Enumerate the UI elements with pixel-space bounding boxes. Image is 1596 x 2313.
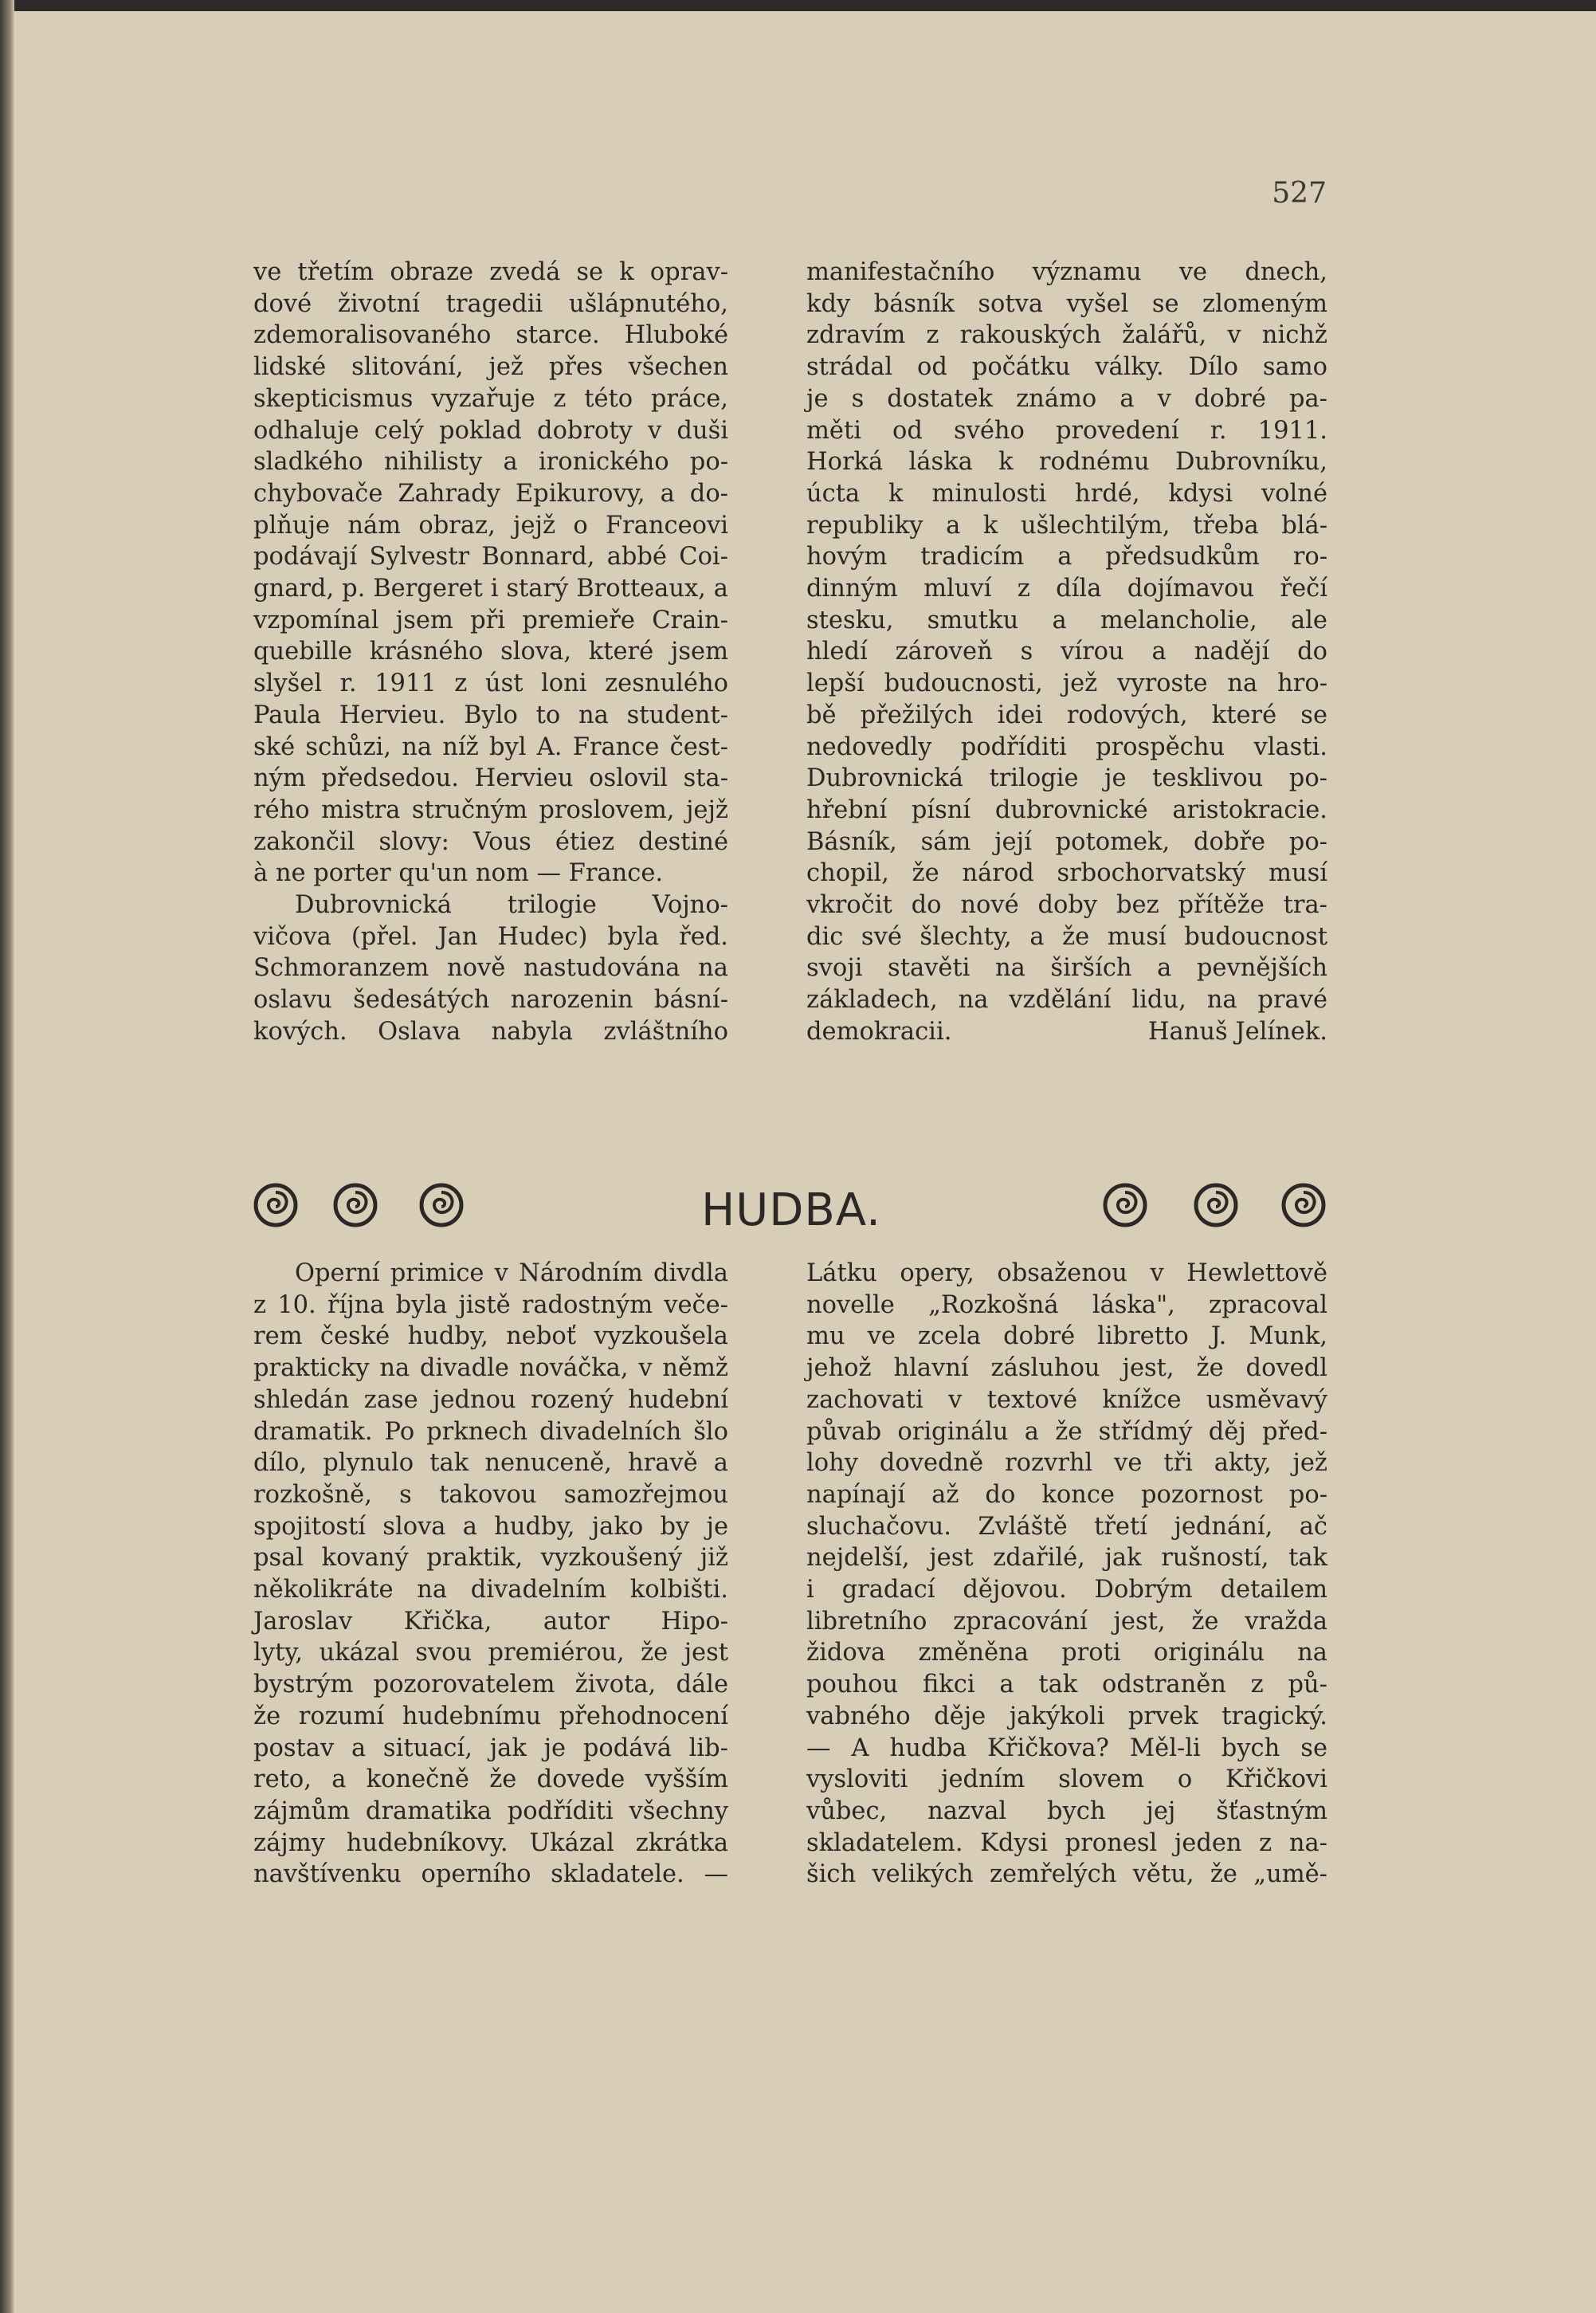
text-line: vysloviti jedním slovem o Křičkovi — [806, 1765, 1327, 1794]
text-line: sladkého nihilisty a ironického po- — [253, 448, 728, 477]
text-line: podávají Sylvestr Bonnard, abbé Coi- — [253, 543, 728, 571]
text-line: vkročit do nové doby bez přítěže tra- — [806, 891, 1327, 920]
text-line: ve třetím obraze zvedá se k oprav- — [253, 258, 728, 286]
top-left-column — [253, 257, 728, 1048]
text-line: hřební písní dubrovnické aristokracie. — [806, 795, 1327, 824]
text-line: Paula Hervieu. Bylo to na student- — [253, 701, 728, 729]
text-line: vabného děje jakýkoli prvek tragický. — [806, 1702, 1327, 1730]
text-line: zdemoralisovaného starce. Hluboké — [253, 321, 728, 350]
text-line: půvab originálu a že střídmý děj před- — [806, 1417, 1327, 1446]
text-line: Básník, sám její potomek, dobře po- — [806, 827, 1327, 856]
section-heading: HUDBA. — [701, 1184, 881, 1236]
text-line: dramatik. Po prknech divadelních šlo — [253, 1417, 728, 1446]
text-line: svoji stavěti na širších a pevnějších — [806, 954, 1327, 983]
text-line: oslavu šedesátých narozenin básní- — [253, 986, 728, 1015]
text-line: manifestačního významu ve dnech, — [806, 258, 1327, 286]
text-line: chybovače Zahrady Epikurovy, a do- — [253, 479, 728, 508]
text-line: rého mistra stručným proslovem, jejž — [253, 795, 728, 824]
text-line: Horká láska k rodnému Dubrovníku, — [806, 448, 1327, 477]
text-line: lohy dovedně rozvrhl ve tři akty, jež — [806, 1449, 1327, 1478]
text-line: Jaroslav Křička, autor Hipo- — [253, 1607, 728, 1636]
text-line: shledán zase jednou rozený hudební — [253, 1385, 728, 1414]
text-line: republiky a k ušlechtilým, třeba blá- — [806, 511, 1327, 540]
text-line: Schmoranzem nově nastudována na — [253, 954, 728, 983]
text-line: slyšel r. 1911 z úst loni zesnulého — [253, 670, 728, 698]
text-line: chopil, že národ srbochorvatský musí — [806, 859, 1327, 888]
text-line: hledí zároveň s vírou a nadějí do — [806, 638, 1327, 666]
text-line: je s dostatek známo a v dobré pa- — [806, 384, 1327, 413]
bottom-left-column — [253, 1258, 728, 1891]
text-line: demokracii. — [806, 1017, 952, 1046]
text-line: gnard, p. Bergeret i starý Brotteaux, a — [253, 575, 728, 603]
author-signature: Hanuš Jelínek. — [1147, 1017, 1327, 1046]
text-line: rozkošně, s takovou samozřejmou — [253, 1480, 728, 1509]
text-line: nejdelší, jest zdařilé, jak rušností, tak — [806, 1544, 1327, 1573]
text-line: libretního zpracování jest, že vražda — [806, 1607, 1327, 1636]
scan-top-edge — [0, 0, 1596, 11]
text-line: navštívenku operního skladatele. — — [253, 1860, 728, 1889]
rose-ornament-icon — [1194, 1183, 1238, 1227]
text-line: dinným mluví z díla dojímavou řečí — [806, 575, 1327, 603]
text-line: mu ve zcela dobré libretto J. Munk, — [806, 1322, 1327, 1351]
text-line: psal kovaný praktik, vyzkoušený již — [253, 1544, 728, 1573]
text-line: sluchačovu. Zvláště třetí jednání, ač — [806, 1512, 1327, 1541]
text-line: ným předsedou. Hervieu oslovil sta- — [253, 764, 728, 793]
text-line: vzpomínal jsem při premieře Crain- — [253, 606, 728, 634]
text-line: lidské slitování, jež přes všechen — [253, 353, 728, 382]
text-line: strádal od počátku války. Dílo samo — [806, 353, 1327, 382]
text-line: hovým tradicím a předsudkům ro- — [806, 543, 1327, 571]
text-line: plňuje nám obraz, jejž o Franceovi — [253, 511, 728, 540]
bottom-right-column — [806, 1258, 1327, 1891]
text-line: stesku, smutku a melancholie, ale — [806, 606, 1327, 634]
top-right-column — [806, 257, 1327, 1048]
scan-binding-edge — [0, 0, 14, 2313]
text-line: pouhou fikci a tak odstraněn z pů- — [806, 1671, 1327, 1699]
text-line: reto, a konečně že dovede vyšším — [253, 1765, 728, 1794]
text-line: měti od svého provedení r. 1911. — [806, 416, 1327, 445]
text-line: zakončil slovy: Vous étiez destiné — [253, 827, 728, 856]
text-line: Dubrovnická trilogie je tesklivou po- — [806, 764, 1327, 793]
section-heading-row — [253, 1178, 1329, 1250]
text-line: zájmy hudebníkovy. Ukázal zkrátka — [253, 1828, 728, 1857]
rose-ornament-icon — [1281, 1183, 1326, 1227]
text-line: jehož hlavní zásluhou jest, že dovedl — [806, 1354, 1327, 1383]
text-line: židova změněna proti originálu na — [806, 1639, 1327, 1667]
text-line: rem české hudby, neboť vyzkoušela — [253, 1322, 728, 1351]
text-line: lepší budoucnosti, jež vyroste na hro- — [806, 670, 1327, 698]
text-line: kových. Oslava nabyla zvláštního — [253, 1017, 728, 1046]
text-line: prakticky na divadle nováčka, v němž — [253, 1354, 728, 1383]
text-line: z 10. října byla jistě radostným veče- — [253, 1290, 728, 1319]
text-line: Látku opery, obsaženou v Hewlettově — [806, 1259, 1327, 1287]
text-line: vičova (přel. Jan Hudec) byla řed. — [253, 922, 728, 951]
text-line: dic své šlechty, a že musí budoucnost — [806, 922, 1327, 951]
text-line: novelle „Rozkošná láska", zpracoval — [806, 1290, 1327, 1319]
text-line: základech, na vzdělání lidu, na pravé — [806, 986, 1327, 1015]
text-line: ské schůzi, na níž byl A. France čest- — [253, 732, 728, 761]
text-line: bystrým pozorovatelem života, dále — [253, 1671, 728, 1699]
signature-line — [806, 1016, 1327, 1048]
text-line: zachovati v textové knížce usměvavý — [806, 1385, 1327, 1414]
text-line: dové životní tragedii ušlápnutého, — [253, 289, 728, 318]
text-line: à ne porter qu'un nom — France. — [253, 859, 664, 888]
text-line: zdravím z rakouských žalářů, v nichž — [806, 321, 1327, 350]
text-line: vůbec, nazval bych jej šťastným — [806, 1797, 1327, 1825]
text-line: odhaluje celý poklad dobroty v duši — [253, 416, 728, 445]
text-line: lyty, ukázal svou premiérou, že jest — [253, 1639, 728, 1667]
rose-ornament-icon — [1103, 1183, 1147, 1227]
text-line: bě přežilých idei rodových, které se — [806, 701, 1327, 729]
text-line: spojitostí slova a hudby, jako by je — [253, 1512, 728, 1541]
text-line: že rozumí hudebnímu přehodnocení — [253, 1702, 728, 1730]
text-line: quebille krásného slova, které jsem — [253, 638, 728, 666]
text-line: dílo, plynulo tak nenuceně, hravě a — [253, 1449, 728, 1478]
text-line: napínají až do konce pozornost po- — [806, 1480, 1327, 1509]
text-line: i gradací dějovou. Dobrým detailem — [806, 1576, 1327, 1604]
text-line: nedovedly podříditi prospěchu vlasti. — [806, 732, 1327, 761]
text-line: šich velikých zemřelých větu, že „umě- — [806, 1860, 1327, 1889]
text-line: Dubrovnická trilogie Vojno- — [295, 891, 728, 920]
text-line: skladatelem. Kdysi pronesl jeden z na- — [806, 1828, 1327, 1857]
page-number: 527 — [1272, 177, 1327, 210]
text-line: kdy básník sotva vyšel se zlomeným — [806, 289, 1327, 318]
text-line: postav a situací, jak je podává lib- — [253, 1734, 728, 1762]
text-line: — A hudba Křičkova? Měl-li bych se — [806, 1734, 1327, 1762]
text-line: úcta k minulosti hrdé, kdysi volné — [806, 479, 1327, 508]
text-line: zájmům dramatika podříditi všechny — [253, 1797, 728, 1825]
text-line: skepticismus vyzařuje z této práce, — [253, 384, 728, 413]
text-line: několikráte na divadelním kolbišti. — [253, 1576, 728, 1604]
text-line: Operní primice v Národním divdla — [295, 1259, 728, 1287]
